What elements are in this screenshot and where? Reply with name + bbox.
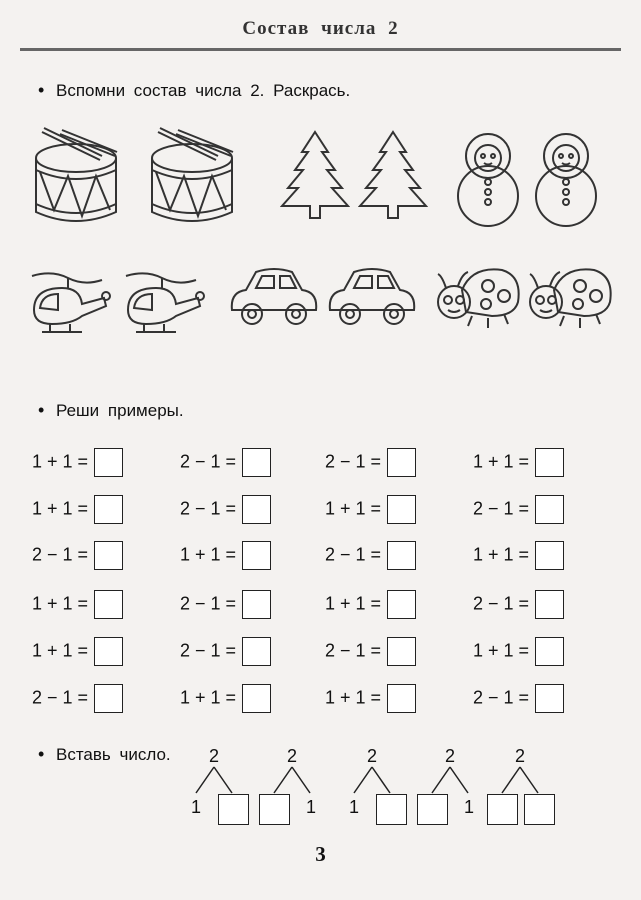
example-expression: 2 − 1 = — [325, 451, 382, 472]
example-expression: 1 + 1 = — [32, 451, 89, 472]
task-color-text: Вспомни состав числа 2. Раскрась. — [56, 81, 351, 100]
page-title: Состав числа 2 — [242, 18, 399, 39]
composition-total: 2 — [209, 746, 220, 766]
task-solve-text: Реши примеры. — [56, 401, 184, 420]
composition-total: 2 — [515, 746, 526, 766]
example-expression: 2 − 1 = — [32, 544, 89, 565]
bullet-icon: • — [38, 400, 45, 420]
composition-part: 1 — [306, 797, 317, 817]
example-expression: 2 − 1 = — [180, 640, 237, 661]
example-expression: 1 + 1 = — [325, 687, 382, 708]
example-expression: 1 + 1 = — [473, 451, 530, 472]
example-expression: 2 − 1 = — [32, 687, 89, 708]
example-expression: 2 − 1 = — [180, 451, 237, 472]
example-expression: 1 + 1 = — [325, 498, 382, 519]
example-expression: 1 + 1 = — [32, 640, 89, 661]
bullet-icon: • — [38, 80, 45, 100]
task-insert-text: Вставь число. — [56, 745, 171, 764]
composition-part: 1 — [191, 797, 202, 817]
example-expression: 1 + 1 = — [473, 640, 530, 661]
example-expression: 1 + 1 = — [325, 593, 382, 614]
example-expression: 2 − 1 = — [473, 498, 530, 519]
composition-answer-box[interactable] — [524, 794, 555, 825]
example-expression: 2 − 1 = — [325, 640, 382, 661]
example-expression: 1 + 1 = — [180, 544, 237, 565]
example-expression: 1 + 1 = — [32, 498, 89, 519]
example-expression: 2 − 1 = — [180, 498, 237, 519]
page-number: 3 — [315, 842, 326, 866]
example-expression: 1 + 1 = — [32, 593, 89, 614]
composition-total: 2 — [287, 746, 298, 766]
example-expression: 2 − 1 = — [473, 687, 530, 708]
example-expression: 2 − 1 = — [325, 544, 382, 565]
composition-total: 2 — [367, 746, 378, 766]
composition-part: 1 — [464, 797, 475, 817]
composition-part: 1 — [349, 797, 360, 817]
composition-answer-box[interactable] — [487, 794, 518, 825]
example-expression: 2 − 1 = — [180, 593, 237, 614]
example-expression: 1 + 1 = — [473, 544, 530, 565]
composition-total: 2 — [445, 746, 456, 766]
bullet-icon: • — [38, 744, 45, 764]
example-expression: 1 + 1 = — [180, 687, 237, 708]
example-expression: 2 − 1 = — [473, 593, 530, 614]
